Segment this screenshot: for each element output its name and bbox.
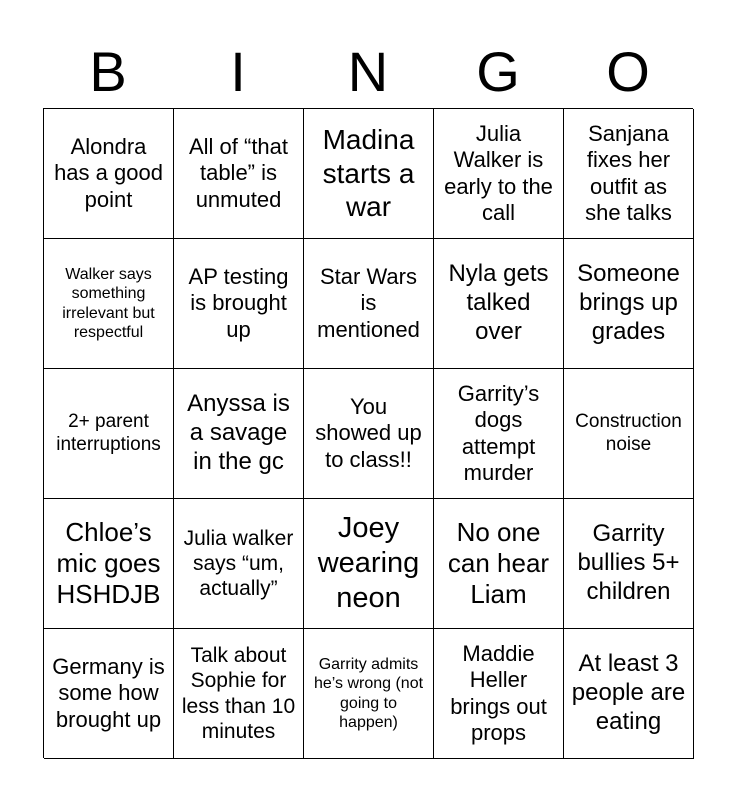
bingo-cell[interactable] — [174, 239, 304, 369]
bingo-cell[interactable] — [434, 499, 564, 629]
bingo-cell[interactable] — [44, 499, 174, 629]
bingo-cell[interactable] — [564, 499, 694, 629]
bingo-cell[interactable] — [174, 499, 304, 629]
bingo-cell[interactable] — [434, 109, 564, 239]
header-letter-i: I — [230, 40, 246, 103]
cell-text: Madina starts a war — [322, 124, 415, 223]
cell-text: Talk about Sophie for less than 10 minutes — [181, 644, 296, 743]
bingo-board — [43, 108, 693, 758]
cell-text: Germany is some how brought up — [52, 653, 165, 732]
cell-text: Walker says something irrelevant but respectful — [62, 266, 155, 341]
cell-text: Julia walker says “um, actually” — [183, 526, 294, 601]
bingo-cell[interactable] — [304, 369, 434, 499]
cell-text: Someone brings up grades — [577, 260, 680, 345]
cell-text: Maddie Heller brings out props — [450, 640, 547, 745]
header-letter-o: O — [606, 40, 650, 103]
header-letter-n: N — [347, 40, 389, 103]
bingo-cell[interactable] — [304, 629, 434, 759]
bingo-cell[interactable] — [304, 499, 434, 629]
cell-text: Sanjana fixes her outfit as she talks — [585, 120, 672, 225]
bingo-cell[interactable] — [304, 109, 434, 239]
cell-text: Star Wars is mentioned — [317, 263, 420, 342]
bingo-cell[interactable] — [174, 109, 304, 239]
header-letter-g: G — [476, 40, 520, 103]
header-letter-b: B — [89, 40, 127, 103]
cell-text: Garrity admits he’s wrong (not going to happen) — [313, 656, 424, 731]
cell-text: Nyla gets talked over — [448, 260, 549, 345]
cell-text: Julia Walker is early to the call — [444, 120, 553, 225]
cell-text: Garrity bullies 5+ children — [577, 520, 680, 605]
cell-text: Joey wearing neon — [317, 512, 420, 614]
bingo-cell[interactable] — [44, 369, 174, 499]
cell-text: No one can hear Liam — [447, 516, 550, 610]
cell-text: Anyssa is a savage in the gc — [187, 390, 290, 475]
bingo-cell[interactable] — [174, 369, 304, 499]
bingo-cell[interactable] — [44, 629, 174, 759]
bingo-header — [43, 36, 693, 108]
cell-text: At least 3 people are eating — [571, 650, 686, 735]
bingo-cell[interactable] — [434, 629, 564, 759]
cell-text: Construction noise — [575, 410, 682, 455]
cell-text: Alondra has a good point — [54, 133, 163, 212]
cell-text: AP testing is brought up — [188, 263, 289, 342]
cell-text: All of “that table” is unmuted — [188, 133, 289, 212]
bingo-cell[interactable] — [434, 239, 564, 369]
bingo-cell[interactable] — [564, 629, 694, 759]
bingo-cell[interactable] — [44, 109, 174, 239]
cell-text: Chloe’s mic goes HSHDJB — [56, 516, 161, 610]
cell-text: Garrity’s dogs attempt murder — [457, 380, 540, 485]
bingo-cell[interactable] — [434, 369, 564, 499]
bingo-cell[interactable] — [174, 629, 304, 759]
bingo-cell[interactable] — [564, 239, 694, 369]
bingo-cell[interactable] — [44, 239, 174, 369]
bingo-cell[interactable] — [564, 109, 694, 239]
cell-text: You showed up to class!! — [315, 393, 422, 472]
cell-text: 2+ parent interruptions — [56, 410, 161, 455]
bingo-cell[interactable] — [564, 369, 694, 499]
bingo-cell[interactable] — [304, 239, 434, 369]
